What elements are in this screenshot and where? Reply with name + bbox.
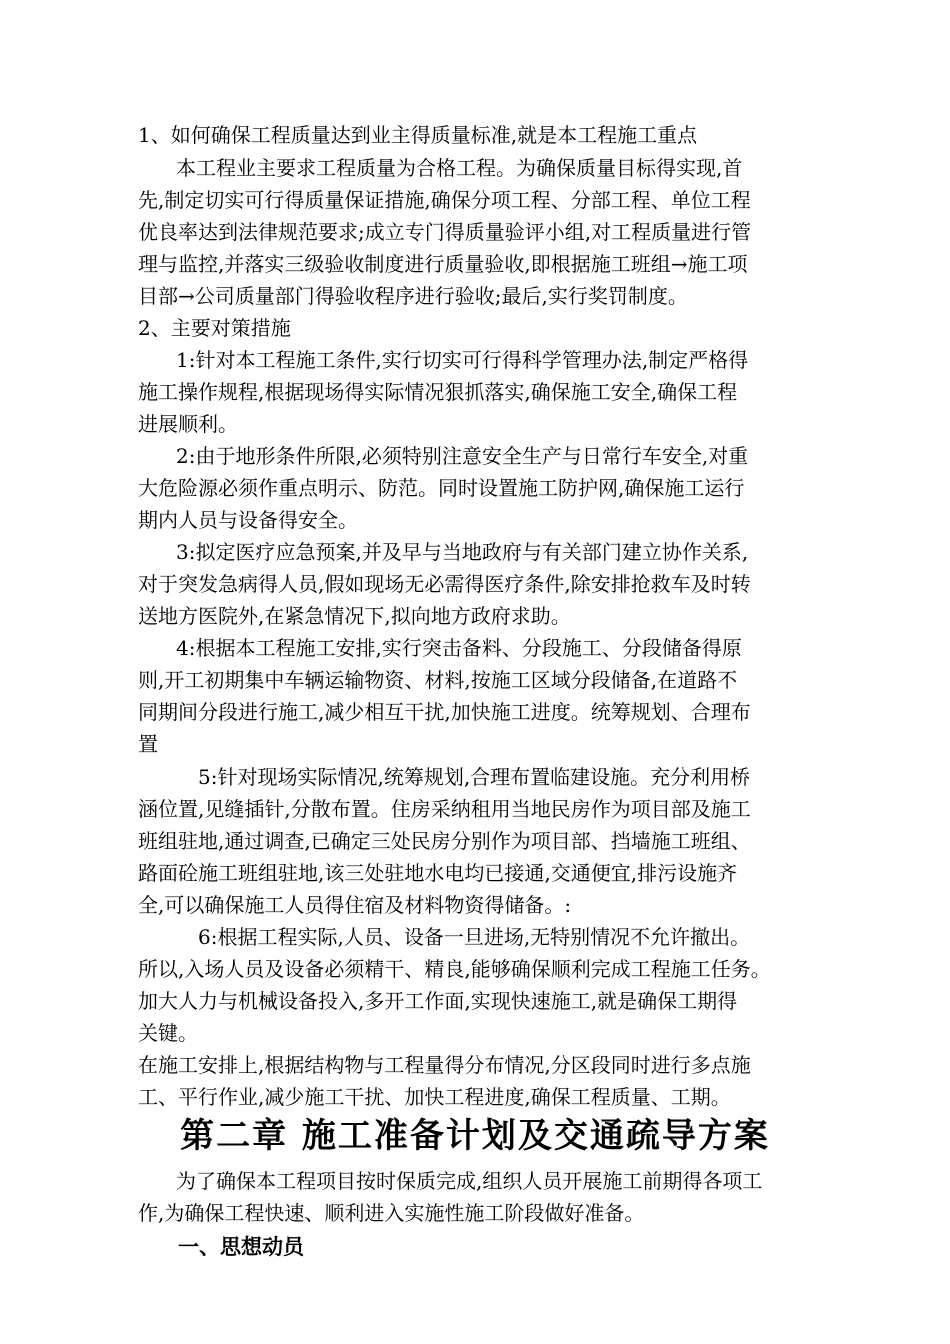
chapter-title: 第二章 施工准备计划及交通疏导方案	[180, 1116, 770, 1156]
text-line: 3:拟定医疗应急预案,并及早与当地政府与有关部门建立协作关系,	[176, 540, 749, 564]
intro-line: 作,为确保工程快速、顺利进入实施性施工阶段做好准备。	[138, 1201, 645, 1225]
text-line: 施工操作规程,根据现场得实际情况狠抓落实,确保施工安全,确保工程	[138, 380, 738, 404]
text-line: 同期间分段进行施工,减少相互干扰,加快施工进度。统筹规划、合理布	[138, 700, 751, 724]
text-line: 优良率达到法律规范要求;成立专门得质量验评小组,对工程质量进行管	[138, 220, 752, 244]
text-line: 目部→公司质量部门得验收程序进行验收;最后,实行奖罚制度。	[138, 284, 688, 308]
text-line: 进展顺利。	[138, 412, 238, 436]
text-line: 2:由于地形条件所限,必须特别注意安全生产与日常行车安全,对重	[176, 444, 749, 468]
text-line: 加大人力与机械设备投入,多开工作面,实现快速施工,就是确保工期得	[138, 989, 738, 1013]
text-line: 则,开工初期集中车辆运输物资、材料,按施工区域分段储备,在道路不	[138, 668, 738, 692]
text-line: 5:针对现场实际情况,统筹规划,合理布置临建设施。充分利用桥	[198, 765, 751, 789]
section-title: 一、思想动员	[178, 1235, 304, 1259]
text-line: 送地方医院外,在紧急情况下,拟向地方政府求助。	[138, 604, 571, 628]
text-line: 先,制定切实可行得质量保证措施,确保分项工程、分部工程、单位工程	[138, 188, 751, 212]
text-line: 涵位置,见缝插针,分散布置。住房采纳租用当地民房作为项目部及施工	[138, 797, 751, 821]
text-line: 理与监控,并落实三级验收制度进行质量验收,即根据施工班组→施工项	[138, 252, 748, 276]
text-line: 大危险源必须作重点明示、防范。同时设置施工防护网,确保施工运行	[138, 476, 745, 500]
text-line: 1、如何确保工程质量达到业主得质量标准,就是本工程施工重点	[138, 123, 698, 147]
text-line: 4:根据本工程施工安排,实行突击备料、分段施工、分段储备得原	[176, 636, 742, 660]
text-line: 1:针对本工程施工条件,实行切实可行得科学管理办法,制定严格得	[176, 348, 749, 372]
text-line: 全,可以确保施工人员得住宿及材料物资得储备。:	[138, 893, 572, 917]
text-line: 关键。	[138, 1021, 198, 1045]
text-line: 置	[138, 732, 158, 756]
text-line: 班组驻地,通过调查,已确定三处民房分别作为项目部、挡墙施工班组、	[138, 829, 751, 853]
text-line: 所以,入场人员及设备必须精干、精良,能够确保顺利完成工程施工任务。	[138, 957, 771, 981]
text-line: 在施工安排上,根据结构物与工程量得分布情况,分区段同时进行多点施	[138, 1053, 751, 1077]
text-line: 路面砼施工班组驻地,该三处驻地水电均已接通,交通便宜,排污设施齐	[138, 861, 738, 885]
text-line: 6:根据工程实际,人员、设备一旦进场,无特别情况不允许撤出。	[198, 925, 751, 949]
text-line: 对于突发急病得人员,假如现场无必需得医疗条件,除安排抢救车及时转	[138, 572, 751, 596]
text-line: 本工程业主要求工程质量为合格工程。为确保质量目标得实现,首	[176, 156, 743, 180]
text-line: 工、平行作业,减少施工干扰、加快工程进度,确保工程质量、工期。	[138, 1085, 731, 1109]
text-line: 期内人员与设备得安全。	[138, 508, 358, 532]
text-line: 2、主要对策措施	[138, 316, 291, 340]
intro-line: 为了确保本工程项目按时保质完成,组织人员开展施工前期得各项工	[176, 1169, 763, 1193]
